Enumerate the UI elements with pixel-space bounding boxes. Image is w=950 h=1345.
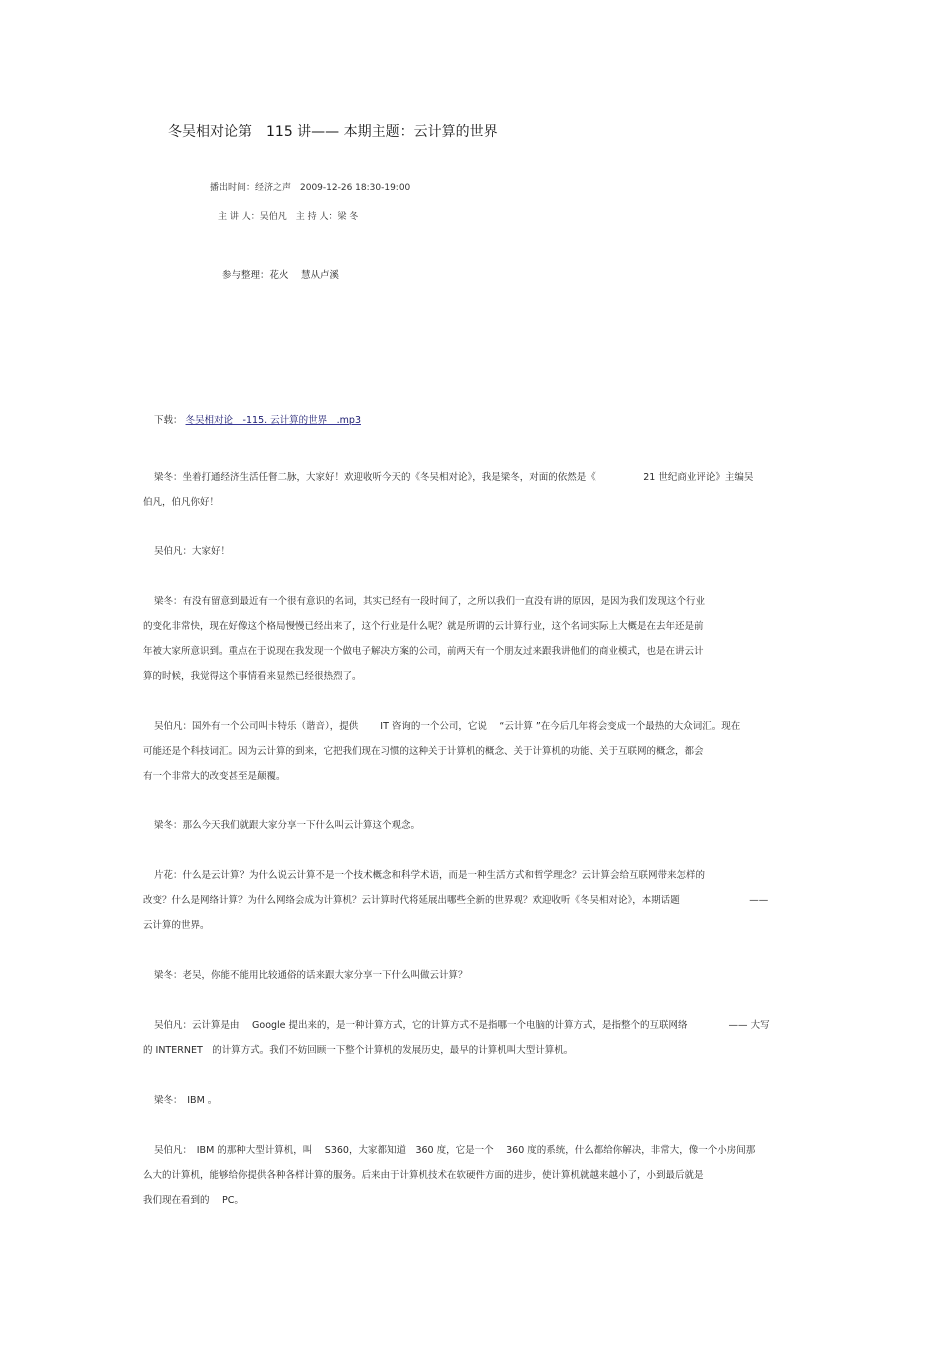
paragraph [143,714,808,789]
paragraph [143,465,808,515]
paragraph-line: 梁冬：有没有留意到最近有一个很有意识的名词，其实已经有一段时间了，之所以我们一直没有讲的原因，是因为我们发现这个行业 [154,596,706,607]
paragraph-line: 么大的计算机，能够给你提供各种各样计算的服务。后来由于计算机技术在软硬件方面的进步，使计算机就越来越小了，小到最后就是 [143,1170,704,1181]
paragraph-line: 吴伯凡：国外有一个公司叫卡特乐（谐音），提供 IT 咨询的一个公司，它说 “云计算 ”在今后几年将会变成一个最热的大众词汇。现在 [154,721,741,732]
paragraph-line: 改变？什么是网络计算？为什么网络会成为计算机？云计算时代将延展出哪些全新的世界观？欢迎收听《冬吴相对论》，本期话题 —— [143,895,769,906]
paragraph-line: 我们现在看到的 PC。 [143,1195,244,1206]
editors-info: 参与整理：花火 慧从卢溪 [222,270,340,281]
broadcast-info: 播出时间：经济之声 2009-12-26 18:30-19:00 [210,183,411,193]
paragraph-line: 的变化非常快，现在好像这个格局慢慢已经出来了，这个行业是什么呢？就是所谓的云计算行业，这个名词实际上大概是在去年还是前 [143,621,704,632]
paragraph [143,1088,808,1113]
download-link[interactable]: 冬吴相对论 -115. 云计算的世界 .mp3 [185,415,361,426]
paragraph-line: 梁冬：坐着打通经济生活任督二脉，大家好！欢迎收听今天的《冬吴相对论》，我是梁冬，对面的依然是《 21 世纪商业评论》主编吴 [154,472,754,483]
paragraph [143,589,808,689]
paragraph [143,963,808,988]
paragraph-line: 年被大家所意识到。重点在于说现在我发现一个做电子解决方案的公司，前两天有一个朋友过来跟我讲他们的商业模式，也是在讲云计 [143,646,704,657]
paragraph-line: 吴伯凡：大家好！ [154,546,231,557]
paragraph [143,863,808,938]
paragraph [143,1138,808,1213]
paragraph-line: 片花：什么是云计算？为什么说云计算不是一个技术概念和科学术语，而是一种生活方式和哲学理念？云计算会给互联网带来怎样的 [154,870,706,881]
paragraph-line: 云计算的世界。 [143,920,210,931]
hosts-info: 主 讲 人：吴伯凡 主 持 人：梁 冬 [218,212,359,222]
paragraph [143,813,808,838]
paragraph-line: 梁冬： IBM 。 [154,1095,218,1106]
paragraph-line: 伯凡，伯凡你好！ [143,497,220,508]
paragraph-line: 的 INTERNET 的计算方式。我们不妨回顾一下整个计算机的发展历史，最早的计算机叫大型计算机。 [143,1045,574,1056]
paragraph-line: 可能还是个科技词汇。因为云计算的到来，它把我们现在习惯的这种关于计算机的概念、关于计算机的功能、关于互联网的概念，都会 [143,746,704,757]
paragraph [143,1013,808,1063]
paragraph-line: 有一个非常大的改变甚至是颠覆。 [143,771,286,782]
paragraph-line: 算的时候，我觉得这个事情看来显然已经很热烈了。 [143,671,362,682]
download-label: 下载： [154,415,183,426]
download-row [154,412,361,426]
paragraph-line: 梁冬：老吴，你能不能用比较通俗的话来跟大家分享一下什么叫做云计算？ [154,970,468,981]
paragraph-line: 吴伯凡：云计算是由 Google 提出来的，是一种计算方式，它的计算方式不是指哪一个电脑的计算方式，是指整个的互联网络 —— 大写 [154,1020,770,1031]
paragraph-line: 吴伯凡： IBM 的那种大型计算机，叫 S360，大家都知道 360 度，它是一个 360 度的系统，什么都给你解决，非常大，像一个小房间那 [154,1145,756,1156]
paragraph-line: 梁冬：那么今天我们就跟大家分享一下什么叫云计算这个观念。 [154,820,421,831]
paragraph [143,539,808,564]
page-title: 冬吴相对论第 115 讲—— 本期主题：云计算的世界 [168,124,498,140]
